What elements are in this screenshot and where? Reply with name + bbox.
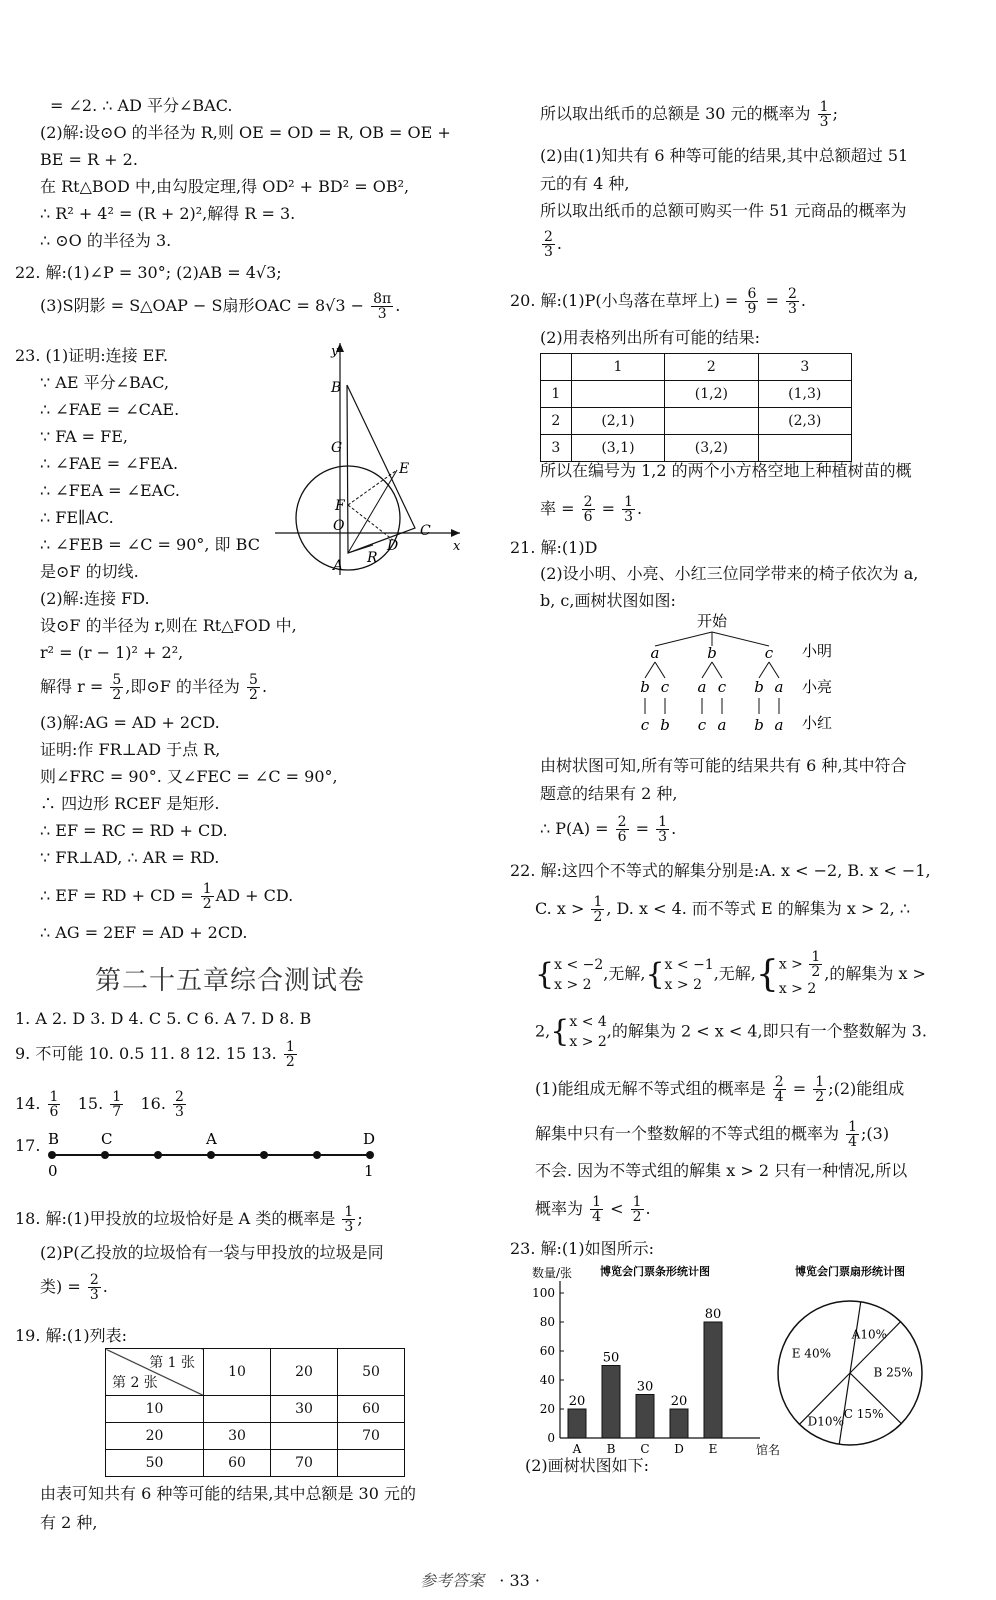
y-tick-label: 100 xyxy=(532,1286,555,1300)
q22-line: 22. 解:(1)∠P = 30°; (2)AB = 4√3; xyxy=(15,263,282,282)
q23-line: (2)画树状图如下: xyxy=(525,1456,650,1475)
number-line-dot xyxy=(207,1151,215,1159)
q21-line: ∴ P(A) = $\frac{2}{6}$ = $\frac{1}{3}$ . xyxy=(540,814,677,845)
q22-line: 解集中只有一个整数解的不等式组的概率为 $\frac{1}{4}$ ;(3) xyxy=(535,1119,890,1150)
bar-value-label: 30 xyxy=(636,1379,654,1395)
q22-line: (1)能组成无解不等式组的概率是 $\frac{2}{4}$ = $\frac{1}{2}$ ;(2)能组成 xyxy=(535,1074,905,1105)
fraction: $\frac{8\pi}{3}$ xyxy=(373,291,392,322)
bar xyxy=(568,1409,586,1438)
q18-line: 类) = $\frac{2}{3}$ . xyxy=(40,1272,108,1303)
q23-line: 23. (1)证明:连接 EF. xyxy=(15,346,169,365)
tree-name-label: 小亮 xyxy=(801,678,833,696)
text-line: ∴ ⊙O 的半径为 3. xyxy=(40,231,172,250)
table-header-corner: 第 1 张 第 2 张 xyxy=(106,1349,204,1396)
pie-slice-label: C 15% xyxy=(843,1406,884,1421)
svg-text:R: R xyxy=(367,550,378,566)
category-label: C xyxy=(640,1442,650,1456)
text-line: 所以取出纸币的总额是 30 元的概率为 $\frac{1}{3}$ ; xyxy=(540,99,838,130)
q22-line: 2,{x < 4 x > 2,的解集为 2 < x < 4,即只有一个整数解为 3. xyxy=(535,1014,927,1050)
text-line: 元的有 4 种, xyxy=(540,174,630,193)
category-label: B xyxy=(606,1442,616,1456)
table-header-cell: 3 xyxy=(758,354,851,381)
tree-branch xyxy=(645,662,655,678)
svg-text:B: B xyxy=(331,380,342,396)
y-tick-label: 0 xyxy=(547,1431,555,1445)
q19-line: 有 2 种, xyxy=(40,1513,98,1532)
table-row xyxy=(541,354,852,381)
text-line: (2)由(1)知共有 6 种等可能的结果,其中总额超过 51 xyxy=(540,146,909,165)
tree-node-label: b xyxy=(754,716,764,734)
tree-node-label: c xyxy=(764,644,774,662)
tree-node-label: c xyxy=(717,678,727,696)
table-cell: (2,3) xyxy=(758,408,851,435)
table-19 xyxy=(105,1348,405,1477)
q23c-line: ∴ EF = RC = RD + CD. xyxy=(40,821,228,840)
tree-node-label: a xyxy=(774,678,784,696)
point-b-label: B xyxy=(48,1130,60,1148)
q23-line: ∴ ∠FEA = ∠EAC. xyxy=(40,481,180,500)
text-line: = ∠2. ∴ AD 平分∠BAC. xyxy=(50,96,233,115)
table-header-cell xyxy=(541,354,572,381)
number-line-dot xyxy=(48,1151,56,1159)
bar-value-label: 50 xyxy=(602,1350,620,1366)
table-20 xyxy=(540,353,852,462)
number-line-dot xyxy=(260,1151,268,1159)
q20-line: 所以在编号为 1,2 的两个小方格空地上种植树苗的概 xyxy=(540,461,912,480)
table-cell xyxy=(665,408,758,435)
q23-line: ∵ FA = FE, xyxy=(40,427,128,446)
bar-value-label: 20 xyxy=(568,1394,586,1409)
table-header-cell: 50 xyxy=(338,1349,405,1396)
tree-node-label: a xyxy=(717,716,727,734)
q22-line: 不会. 因为不等式组的解集 x > 2 只有一种情况,所以 xyxy=(535,1161,908,1180)
text-line: BE = R + 2. xyxy=(40,150,138,169)
text-line: 所以取出纸币的总额可购买一件 51 元商品的概率为 xyxy=(540,201,907,220)
q23-line: 设⊙F 的半径为 r,则在 Rt△FOD 中, xyxy=(40,616,297,635)
text-line: $\frac{2}{3}$ . xyxy=(544,229,563,260)
category-label: E xyxy=(708,1442,718,1456)
table-row xyxy=(541,408,852,435)
bar-value-label: 80 xyxy=(704,1307,722,1322)
table-cell: 60 xyxy=(338,1396,405,1423)
tree-branch xyxy=(712,632,769,646)
chart-title: 博览会门票条形统计图 xyxy=(600,1265,710,1278)
q21-line: 题意的结果有 2 种, xyxy=(540,784,678,803)
q20-line: 率 = $\frac{2}{6}$ = $\frac{1}{3}$ . xyxy=(540,494,643,525)
table-cell xyxy=(758,435,851,462)
table-cell: 2 xyxy=(541,408,572,435)
q23c-line: ∴ 四边形 RCEF 是矩形. xyxy=(40,794,220,813)
fill-answers: 9. 不可能 10. 0.5 11. 8 12. 15 13. $\frac{1}{2}$ xyxy=(15,1039,295,1070)
table-cell: (1,3) xyxy=(758,381,851,408)
q23c-line: 证明:作 FR⊥AD 于点 R, xyxy=(40,740,221,759)
table-cell: 50 xyxy=(106,1450,204,1477)
text-line: (2)解:设⊙O 的半径为 R,则 OE = OD = R, OB = OE + xyxy=(40,123,451,142)
tree-node-label: b xyxy=(640,678,650,696)
tree-node-label: a xyxy=(774,716,784,734)
tree-node-label: a xyxy=(697,678,707,696)
table-cell: (3,1) xyxy=(571,435,664,462)
q23-line: 23. 解:(1)如图所示: xyxy=(510,1239,654,1258)
number-line-dot xyxy=(313,1151,321,1159)
tree-node-label: b xyxy=(660,716,670,734)
category-label: A xyxy=(572,1442,582,1456)
table-cell xyxy=(338,1450,405,1477)
solve-r-line: 解得 r = $\frac{5}{2}$ ,即⊙F 的半径为 $\frac{5}{2}$ . xyxy=(40,672,268,703)
one-label: 1 xyxy=(364,1162,374,1180)
q23c-line: ∵ FR⊥AD, ∴ AR = RD. xyxy=(40,848,220,867)
table-cell: 1 xyxy=(541,381,572,408)
chapter-title: 第二十五章综合测试卷 xyxy=(95,966,366,996)
svg-text:E: E xyxy=(399,461,410,477)
q23-line: ∴ ∠FAE = ∠CAE. xyxy=(40,400,180,419)
svg-text:y: y xyxy=(331,344,339,359)
point-a-label: A xyxy=(206,1130,217,1148)
y-tick-label: 80 xyxy=(539,1315,555,1329)
svg-text:G: G xyxy=(331,440,343,456)
pie-slice-label: B 25% xyxy=(873,1365,913,1380)
tree-diagram xyxy=(625,612,845,747)
q22-line: 22. 解:这四个不等式的解集分别是:A. x < −2, B. x < −1, xyxy=(510,861,931,880)
table-cell: 3 xyxy=(541,435,572,462)
svg-text:x: x xyxy=(453,539,461,554)
table-row xyxy=(541,381,852,408)
q21-line: 21. 解:(1)D xyxy=(510,538,598,557)
q22-line: C. x > $\frac{1}{2}$ , D. x < 4. 而不等式 E 的解集为 x > 2, ∴ xyxy=(535,894,911,925)
point-c-label: C xyxy=(101,1130,113,1148)
q22-text: (3)S阴影 = S△OAP − S扇形OAC = 8√3 − xyxy=(40,296,364,315)
fill-answers-2: 14. $\frac{1}{6}$ 15. $\frac{1}{7}$ 16. $\frac{2}{3}$ xyxy=(15,1089,184,1120)
table-cell: 30 xyxy=(271,1396,338,1423)
ef-line: ∴ EF = RD + CD = $\frac{1}{2}$ AD + CD. xyxy=(40,881,294,912)
svg-text:F: F xyxy=(335,498,345,514)
bar-chart xyxy=(510,1263,781,1463)
y-axis-label: 数量/张 xyxy=(531,1266,573,1280)
q21-line: b, c,画树状图如图: xyxy=(540,591,676,610)
table-cell: (2,1) xyxy=(571,408,664,435)
number-line xyxy=(40,1130,390,1180)
q22-line: (3)S阴影 = S△OAP − S扇形OAC = 8√3 − $\frac{8\pi}{3}$ . xyxy=(40,291,401,322)
table-row xyxy=(541,435,852,462)
q17-label: 17. xyxy=(15,1136,41,1155)
table-cell: 20 xyxy=(106,1423,204,1450)
table-header-cell: 1 xyxy=(571,354,664,381)
q23-line: ∴ ∠FAE = ∠FEA. xyxy=(40,454,179,473)
q22-systems: {x < −2 x > 2,无解,{x < −1 x > 2,无解,{x > $\frac{1}{2}$ x > 2,的解集为 x > xyxy=(535,949,926,997)
table-cell: 30 xyxy=(204,1423,271,1450)
q23-line: ∵ AE 平分∠BAC, xyxy=(40,373,170,392)
page-footer xyxy=(420,1568,540,1591)
bar xyxy=(636,1395,654,1439)
table-cell: 70 xyxy=(271,1450,338,1477)
table-header-cell: 2 xyxy=(665,354,758,381)
tree-node-label: c xyxy=(697,716,707,734)
category-label: D xyxy=(674,1442,684,1456)
svg-text:A: A xyxy=(333,558,344,574)
tree-name-label: 小红 xyxy=(801,714,833,732)
tree-branch xyxy=(712,662,722,678)
svg-text:C: C xyxy=(420,523,431,539)
text-line: 在 Rt△BOD 中,由勾股定理,得 OD² + BD² = OB², xyxy=(40,177,410,196)
table-row xyxy=(106,1396,405,1423)
svg-text:D: D xyxy=(387,538,399,554)
tree-name-label: 小明 xyxy=(801,642,833,660)
tree-node-label: c xyxy=(660,678,670,696)
q20-line: 20. 解:(1)P(小鸟落在草坪上) = $\frac{6}{9}$ = $\frac{2}{3}$ . xyxy=(510,286,806,317)
tree-node-label: b xyxy=(707,644,717,662)
chart-title: 博览会门票扇形统计图 xyxy=(795,1265,905,1278)
geometry-figure xyxy=(275,340,465,580)
table-cell: 10 xyxy=(106,1396,204,1423)
q23c-line: (3)解:AG = AD + 2CD. xyxy=(40,713,220,732)
q23-line: 是⊙F 的切线. xyxy=(40,562,139,581)
zero-label: 0 xyxy=(48,1162,58,1180)
tree-node-label: a xyxy=(650,644,660,662)
bar xyxy=(704,1322,722,1438)
table-cell xyxy=(271,1423,338,1450)
q23-line: r² = (r − 1)² + 2², xyxy=(40,643,184,662)
q18-line: 18. 解:(1)甲投放的垃圾恰好是 A 类的概率是 $\frac{1}{3}$ ; xyxy=(15,1204,363,1235)
table-row xyxy=(106,1450,405,1477)
q23-line: (2)解:连接 FD. xyxy=(40,589,150,608)
q23c-line: 则∠FRC = 90°. 又∠FEC = ∠C = 90°, xyxy=(40,767,338,786)
tree-branch xyxy=(759,662,769,678)
table-row xyxy=(106,1423,405,1450)
y-tick-label: 40 xyxy=(539,1373,555,1387)
mc-answers: 1. A 2. D 3. D 4. C 5. C 6. A 7. D 8. B xyxy=(15,1009,312,1028)
tree-root-label: 开始 xyxy=(696,612,728,630)
q21-line: 由树状图可知,所有等可能的结果共有 6 种,其中符合 xyxy=(540,756,907,775)
svg-text:O: O xyxy=(333,518,345,534)
q20-line: (2)用表格列出所有可能的结果: xyxy=(540,328,761,347)
q18-line: (2)P(乙投放的垃圾恰有一袋与甲投放的垃圾是同 xyxy=(40,1243,384,1262)
text-line: ∴ R² + 4² = (R + 2)²,解得 R = 3. xyxy=(40,204,296,223)
number-line-dot xyxy=(154,1151,162,1159)
table-cell: 60 xyxy=(204,1450,271,1477)
table-header-cell: 20 xyxy=(271,1349,338,1396)
tree-node-label: c xyxy=(640,716,650,734)
ag-line: ∴ AG = 2EF = AD + 2CD. xyxy=(40,923,248,942)
tree-branch xyxy=(702,662,712,678)
table-cell xyxy=(571,381,664,408)
table-cell: (3,2) xyxy=(665,435,758,462)
bar xyxy=(602,1366,620,1439)
number-line-dot xyxy=(101,1151,109,1159)
x-axis-label: 馆名 xyxy=(755,1443,781,1457)
bar-value-label: 20 xyxy=(670,1394,688,1409)
pie-slice-label: A10% xyxy=(851,1327,888,1342)
tree-branch xyxy=(655,632,712,646)
table-cell: (1,2) xyxy=(665,381,758,408)
tree-branch xyxy=(769,662,779,678)
bar xyxy=(670,1409,688,1438)
pie-slice-label: D10% xyxy=(807,1414,844,1429)
tree-branch xyxy=(655,662,665,678)
q21-line: (2)设小明、小亮、小红三位同学带来的椅子依次为 a, xyxy=(540,564,919,583)
q23-line: ∴ FE∥AC. xyxy=(40,508,114,527)
point-d-label: D xyxy=(363,1130,376,1148)
tree-node-label: b xyxy=(754,678,764,696)
q19-line: 19. 解:(1)列表: xyxy=(15,1326,127,1345)
table-cell xyxy=(204,1396,271,1423)
q19-line: 由表可知共有 6 种等可能的结果,其中总额是 30 元的 xyxy=(40,1484,416,1503)
table-header-cell: 10 xyxy=(204,1349,271,1396)
page-number: · 33 · xyxy=(499,1571,540,1590)
footer-label: 参考答案 xyxy=(420,1571,485,1590)
y-tick-label: 20 xyxy=(539,1402,555,1416)
pie-slice-label: E 40% xyxy=(791,1346,831,1361)
y-tick-label: 60 xyxy=(539,1344,555,1358)
q22-line: 概率为 $\frac{1}{4}$ < $\frac{1}{2}$ . xyxy=(535,1194,651,1225)
pie-chart xyxy=(770,1263,970,1463)
number-line-dot xyxy=(366,1151,374,1159)
q23-line: ∴ ∠FEB = ∠C = 90°, 即 BC xyxy=(40,535,260,554)
table-cell: 70 xyxy=(338,1423,405,1450)
